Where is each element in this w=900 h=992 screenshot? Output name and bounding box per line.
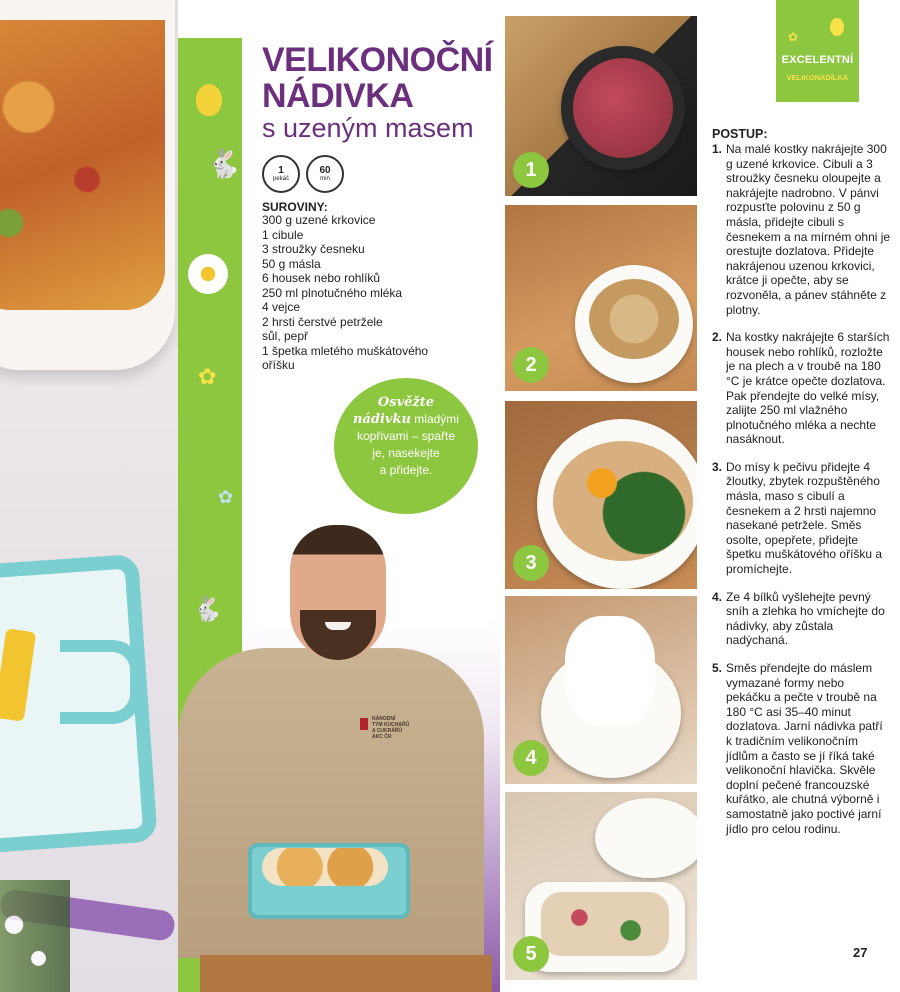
step-number: 2. [712,330,723,345]
step-number: 1. [712,142,723,156]
ingredients-list [262,213,462,373]
ingredient-item: 300 g uzené krkovice [262,213,376,227]
chef-smile [325,622,351,630]
step-text: Na kostky nakrájejte 6 starších housek nebo rohlíků, rozložte je na plech a v troubě na 180 °C je krátce opečte dozlatova. Pak přendejte do velké mísy, zalijte 250 ml vlažného plnotučného mléka a nechte nasáknout. [726,330,890,447]
flower-icon: ✿ [198,364,217,389]
roasted-chicken [262,848,388,886]
postup-heading: POSTUP: [712,127,768,141]
tip-line-4: a přidejte. [379,463,433,477]
tip-line-2: kopřivami – spařte [356,429,456,443]
time-badge [306,155,344,193]
chef-logo-line: TÝM KUCHAŘŮ [372,722,410,728]
step-photo-4 [505,596,697,784]
step-text: Do mísy k pečivu přidejte 4 žloutky, zbytek rozpuštěného másla, maso s cibulí a česnekem a 2 hrsti najemno nasekané petržele. Směs osolte, opepřete, přidejte špetku muškátového oříšku a promíchejte. [726,459,883,577]
ingredient-item: 6 housek nebo rohlíků [262,271,381,285]
step-number-badge: 2 [513,347,549,383]
time-value: 60 [319,165,331,176]
chef-logo-icon [360,718,368,730]
step-item [712,460,892,577]
step-item [712,330,892,447]
tip-script-word: nádivku [353,412,411,427]
step-item [712,142,892,317]
title-line-1: VELIKONOČNÍ [262,41,493,79]
step-photo-3 [505,401,697,589]
ingredient-item: 4 vejce [262,300,301,314]
diced-meat [573,58,673,158]
casserole-stuffing [0,20,165,310]
title-line-2: NÁDIVKA [262,77,414,115]
ingredient-item: 50 g másla [262,256,321,271]
step-number: 4. [712,589,723,604]
bread-cubes [589,279,679,359]
chef-logo-line: AKC ČR [372,734,392,740]
ingredient-item: 1 cibule [262,227,304,242]
recipe-subtitle: s uzeným masem [262,113,474,143]
tip-bubble [334,378,478,514]
hero-photo-casserole [0,0,178,992]
portions-unit: pekáč [272,176,289,182]
egg-white-foam [565,616,655,726]
yolks-and-parsley [553,441,693,561]
step-number-badge: 1 [513,152,549,188]
badge-title: EXCELENTNÍ [781,54,854,66]
rabbit-icon: 🐇 [192,596,222,623]
time-unit: min [320,176,330,182]
step-number-badge: 4 [513,740,549,776]
step-photo-1 [505,16,697,196]
mixing-bowl [595,798,697,878]
steps-list [712,142,892,849]
tip-line-1 [334,411,478,428]
tip-line-1-rest: mladými [410,412,459,426]
chef-logo-line: NÁRODNÍ [372,716,396,722]
step-number: 5. [712,661,723,675]
step-photo-2 [505,205,697,391]
ingredient-item: 1 špetka mletého muškátového [262,343,429,358]
portions-value: 1 [278,165,284,176]
badge-subtitle: VELIKONADÍLKA [786,73,849,82]
step-photo-5 [505,792,697,980]
stuffing-in-dish [541,892,669,956]
step-number: 3. [712,459,723,474]
teal-dish-handle [60,640,142,724]
ingredients-heading: SUROVINY: [262,200,328,214]
chef-logo-line: A CUKRÁŘŮ [372,728,403,734]
rabbit-icon: 🐇 [206,148,241,179]
flower-icon: ✿ [788,30,799,44]
excelentni-badge [776,0,859,102]
spring-flowers [0,880,70,992]
step-number-badge: 5 [513,936,549,972]
ingredient-item: 3 stroužky česneku [262,242,365,256]
step-number-badge: 3 [513,545,549,581]
ingredient-item: 2 hrsti čerstvé petržele [262,314,383,329]
easter-egg-icon [196,84,222,116]
step-text: Na malé kostky nakrájejte 300 g uzené krkovice. Cibuli a 3 stroužky česneku oloupejte a nakrájejte nadrobno. V pánvi rozpusťte polovinu z 50 g másla, přidejte cibuli s česnekem a na mírném ohni je orestujte dozlatova. Přidejte nakrájenou uzenou krkovici, krátce ji opečte, aby se rozvoněla, a pánev stáhněte z plotny. [726,142,891,317]
page-number: 27 [853,945,868,960]
step-item [712,590,892,648]
ingredient-item: sůl, pepř [262,329,309,343]
step-text: Směs přendejte do máslem vymazané formy nebo pekáčku a pečte v troubě na 180 °C asi 35–40 minut dozlatova. Jarní nádivka patří k tradičním velikonočním jídlům a často se jí říká také velikonoční hlavička. Skvěle doplní pečené francouzské kuřátko, ale chutná výborně i samostatně jako poctivé jarní jídlo pro celou rodinu. [726,661,883,836]
ingredient-item: 250 ml plnotučného mléka [262,285,403,300]
step-item [712,661,892,836]
portions-badge [262,155,300,193]
ingredient-item: oříšku [262,358,295,372]
small-flower-icon: ✿ [218,487,234,507]
egg-icon [830,18,844,36]
chef-logo-text [372,716,409,740]
step-text: Ze 4 bílků vyšlehejte pevný sníh a zlehka ho vmíchejte do nádivky, aby zůstala nadýchaná. [726,589,885,648]
daisy-icon [188,254,228,294]
tip-script-heading: Osvěžte [377,395,435,410]
cutting-board [200,955,492,992]
recipe-title [262,42,502,114]
tip-line-3: je, nasekejte [372,446,440,460]
